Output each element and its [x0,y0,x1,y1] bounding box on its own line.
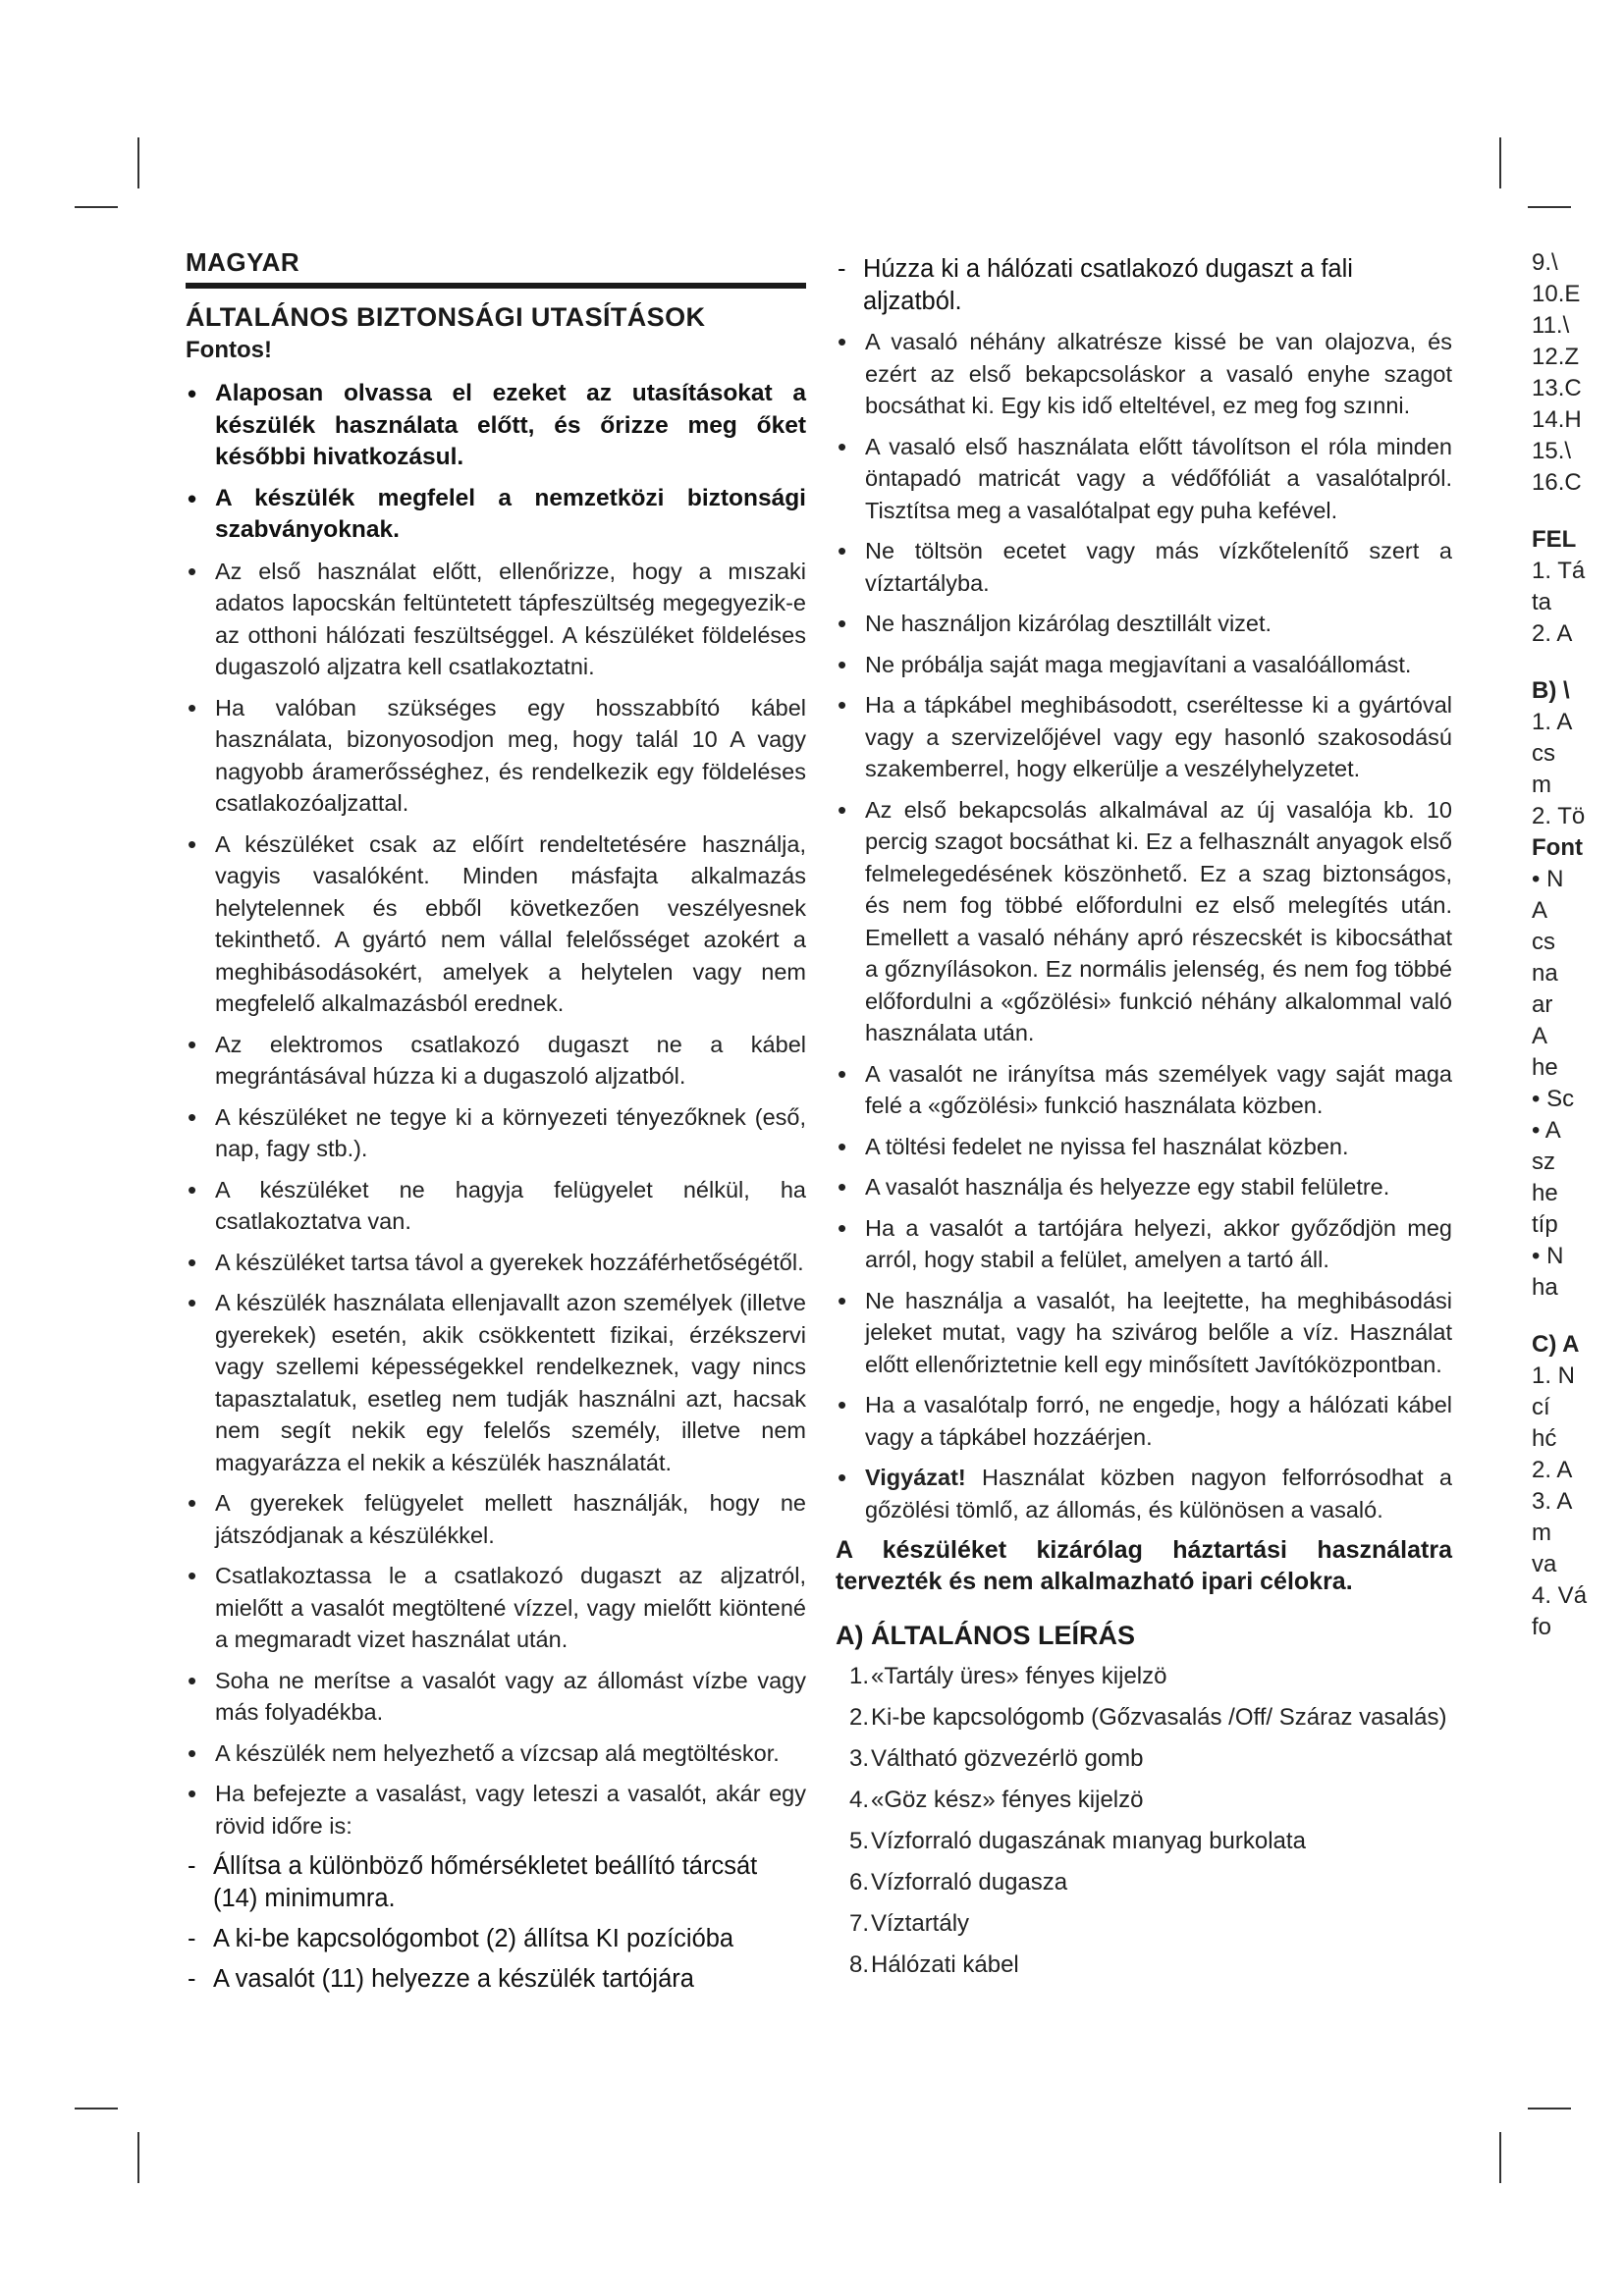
cut-off-fragment: ha [1532,1274,1558,1301]
cut-off-fragment: m [1532,1520,1551,1546]
part-item [849,1785,1452,1816]
part-item [849,1826,1452,1857]
bullet-item: • A készüléket ne hagyja felügyelet nélkül, ha csatlakoztatva van. [186,1174,806,1238]
bullet-item: • A töltési fedelet ne nyissa fel használat közben. [836,1131,1452,1163]
column-cut-off [1532,247,1624,1643]
part-label: «Göz kész» fényes kijelzö [871,1787,1144,1813]
cut-off-fragment: va [1532,1551,1557,1577]
part-number: 1. [849,1663,870,1689]
part-item [849,1702,1452,1734]
bullet-item: • Az első használat előtt, ellenőrizze, hogy a mıszaki adatos lapocskán feltüntetett tápfeszültség megegyezik-e az otthoni hálózati feszültséggel. A készüléket földeléses dugaszoló aljzatra kell csatlakoztatni. [186,556,806,683]
cut-off-fragment: C) A [1532,1331,1580,1358]
cut-off-fragment: FEL [1532,526,1577,553]
cut-off-fragment: 10.E [1532,281,1581,307]
bullet-item: • Az első bekapcsolás alkalmával az új vasalója kb. 10 percig szagot bocsáthat ki. Ez a felhasznált anyagok első felmelegedésének köszönhető. Ez a szag biztonságos, és nem fog többé előfordulni ez első melegítés után. Emellett a vasaló néhány apró részecskét is kibocsáthat a gőznyílásokon. Ez normális jelenség, és nem fog többé előfordulni a «gőzölési» funkció néhány alkalommal való használata után. [836,794,1452,1049]
cut-off-fragment: 13.C [1532,375,1582,401]
important-subheading: Fontos! [186,337,272,363]
cut-off-fragment: 16.C [1532,469,1582,496]
cut-off-fragment: 11.\ [1532,312,1570,339]
part-number: 6. [849,1869,870,1896]
dash-item: - A vasalót (11) helyezze a készülék tartójára [186,1963,806,1996]
bullet-item: • Ne használja a vasalót, ha leejtette, ha meghibásodási jeleket mutat, vagy ha szivárog belőle a víz. Használat előtt ellenőriztetnie kell egy minősített Javítóközpontban. [836,1285,1452,1381]
cut-off-fragment: 1. Tá [1532,558,1586,584]
cut-off-fragment: 12.Z [1532,344,1580,370]
part-number: 2. [849,1704,870,1731]
cut-off-fragment: 15.\ [1532,438,1572,464]
language-heading: MAGYAR [186,247,806,289]
part-item [849,1949,1452,1981]
bullet-item: • Ne töltsön ecetet vagy más vízkőtelenítő szert a víztartályba. [836,535,1452,599]
bullet-item: • A készülék megfelel a nemzetközi biztonsági szabványoknak. [186,483,806,547]
cut-off-fragment: • A [1532,1117,1561,1144]
bullet-item: • Ha a tápkábel meghibásodott, cseréltesse ki a gyártóval vagy a szervizelőjével vagy egy hasonló szakosodású szakemberrel, hogy elkerülje a veszélyhelyzetet. [836,689,1452,785]
cut-off-fragment: Font [1532,834,1583,861]
part-label: Hálózati kábel [871,1951,1019,1978]
cut-off-fragment: ar [1532,991,1553,1018]
cut-off-fragment: fo [1532,1614,1552,1640]
bullet-item: • A vasalót ne irányítsa más személyek vagy saját maga felé a «gőzölési» funkció használata közben. [836,1058,1452,1122]
steps-dash-list-continued [836,253,1452,318]
bullet-item: • Az elektromos csatlakozó dugaszt ne a kábel megrántásával húzza ki a dugaszoló aljzatból. [186,1029,806,1093]
part-number: 4. [849,1787,870,1813]
cut-off-fragment: A [1532,897,1548,924]
warning-item [836,1462,1452,1525]
cut-off-fragment: cs [1532,740,1555,767]
section-a-title: A) ÁLTALÁNOS LEÍRÁS [836,1621,1135,1650]
safety-heading: ÁLTALÁNOS BIZTONSÁGI UTASÍTÁSOK [186,302,706,332]
warning-label: Vigyázat! [865,1465,966,1490]
bullet-item: • Ha befejezte a vasalást, vagy leteszi a vasalót, akár egy rövid időre is: [186,1778,806,1842]
cut-off-fragment: 14.H [1532,406,1582,433]
steps-dash-list [186,1850,806,1996]
bullet-item: • Ne próbálja saját maga megjavítani a vasalóállomást. [836,649,1452,681]
cut-off-fragment: m [1532,772,1551,798]
bullet-item: • A készülék használata ellenjavallt azon személyek (illetve gyerekek) esetén, akik csökkentett fizikai, érzékszervi vagy szellemi képességekkel rendelkeznek, vagy nincs tapasztalatuk, esetleg nem tudják használni azt, hacsak nem segít nekik egy felelős személy, illetve nem magyarázza el nekik a készülék használatát. [186,1287,806,1478]
part-number: 3. [849,1745,870,1772]
part-item [849,1867,1452,1898]
cut-off-fragment: 2. A [1532,620,1573,647]
cut-off-fragment: cs [1532,929,1555,955]
cut-off-fragment: ta [1532,589,1552,615]
cut-off-fragment: B) \ [1532,677,1570,704]
bullet-item: • A készülék nem helyezhető a vízcsap alá megtöltéskor. [186,1737,806,1770]
bullet-item: • A vasalót használja és helyezze egy stabil felületre. [836,1171,1452,1203]
cut-off-fragment: cí [1532,1394,1550,1420]
part-number: 5. [849,1828,870,1854]
dash-item: - Húzza ki a hálózati csatlakozó dugaszt a fali aljzatból. [836,253,1452,318]
cut-off-fragment: hć [1532,1425,1557,1452]
cut-off-fragment: he [1532,1180,1558,1206]
part-number: 8. [849,1951,870,1978]
crop-mark [137,137,139,188]
part-number: 7. [849,1910,870,1937]
crop-mark [1528,2108,1571,2109]
part-label: Vízforraló dugaszának mıanyag burkolata [871,1828,1306,1854]
part-item [849,1743,1452,1775]
crop-mark [1528,206,1571,208]
dash-item: - Állítsa a különböző hőmérsékletet beállító tárcsát (14) minimumra. [186,1850,806,1915]
part-label: Vízforraló dugasza [871,1869,1068,1896]
cut-off-fragment: 3. A [1532,1488,1573,1515]
bullet-item: • A készüléket tartsa távol a gyerekek hozzáférhetőségétől. [186,1247,806,1279]
cut-off-fragment: • Sc [1532,1086,1575,1112]
cut-off-fragment: 1. A [1532,709,1573,735]
bullet-item: • Alaposan olvassa el ezeket az utasításokat a készülék használata előtt, és őrizze meg őket későbbi hivatkozásul. [186,378,806,474]
warning-text: Használat közben nagyon felforrósodhat a gőzölési tömlő, az állomás, és különösen a vasaló. [865,1465,1453,1522]
bullet-item: • Ne használjon kizárólag desztillált vizet. [836,608,1452,640]
part-item [849,1661,1452,1692]
bullet-item: • A vasaló néhány alkatrésze kissé be van olajozva, és ezért az első bekapcsoláskor a vasaló enyhe szagot bocsáthat ki. Egy kis idő elteltével, ez meg fog szınni. [836,326,1452,422]
cut-off-fragment: • N [1532,1243,1564,1269]
bullet-item: • A készüléket ne tegye ki a környezeti tényezőknek (eső, nap, fagy stb.). [186,1101,806,1165]
cut-off-fragment: 4. Vá [1532,1582,1588,1609]
bullet-item: • Ha a vasalótalp forró, ne engedje, hogy a hálózati kábel vagy a tápkábel hozzáérjen. [836,1389,1452,1453]
part-label: «Tartály üres» fényes kijelzö [871,1663,1167,1689]
column-left [186,247,806,2003]
cut-off-fragment: A [1532,1023,1548,1049]
cut-off-fragment: • N [1532,866,1564,892]
cut-off-fragment: he [1532,1054,1558,1081]
crop-mark [75,2108,118,2109]
bullet-item: • Soha ne merítse a vasalót vagy az állomást vízbe vagy más folyadékba. [186,1665,806,1729]
column-right [836,253,1452,1991]
crop-mark [1499,137,1501,188]
warning-list [836,1462,1452,1525]
bullet-item: • Csatlakoztassa le a csatlakozó dugaszt az aljzatról, mielőtt a vasalót megtöltené vízzel, vagy mielőtt kiöntené a megmaradt vizet használat után. [186,1560,806,1656]
household-use-note: A készüléket kizárólag háztartási használatra tervezték és nem alkalmazható ipari célokra. [836,1536,1452,1595]
bullet-item: • Ha valóban szükséges egy hosszabbító kábel használata, bizonyosodjon meg, hogy talál 10 A vagy nagyobb áramerősséghez, és rendelkezik egy földeléses csatlakozóaljzattal. [186,692,806,820]
bullet-item: • A gyerekek felügyelet mellett használják, hogy ne játszódjanak a készülékkel. [186,1487,806,1551]
cut-off-fragment: 2. Tö [1532,803,1586,829]
part-label: Ki-be kapcsológomb (Gőzvasalás /Off/ Száraz vasalás) [871,1704,1447,1731]
cut-off-fragment: 1. N [1532,1362,1576,1389]
cut-off-fragment: sz [1532,1148,1555,1175]
cut-off-fragment: típ [1532,1211,1558,1238]
bullet-item: • A készüléket csak az előírt rendeltetésére használja, vagyis vasalóként. Minden másfajta alkalmazás helytelennek és ebből következően veszélyesnek tekinthető. A gyártó nem vállal felelősséget azokért a meghibásodásokért, amelyek a helytelen vagy nem megfelelő alkalmazásból erednek. [186,828,806,1020]
part-item [849,1908,1452,1940]
cut-off-fragment: na [1532,960,1558,987]
parts-list [836,1661,1452,1981]
cut-off-fragment: 9.\ [1532,249,1558,276]
part-label: Váltható gözvezérlö gomb [871,1745,1144,1772]
part-label: Víztartály [871,1910,970,1937]
crop-mark [1499,2132,1501,2183]
safety-bullet-list [186,378,806,1842]
dash-item: - A ki-be kapcsológombot (2) állítsa KI pozícióba [186,1923,806,1955]
bullet-item: • A vasaló első használata előtt távolítson el róla minden öntapadó matricát vagy a védőfóliát a vasalótalpról. Tisztítsa meg a vasalótalpat egy puha kefével. [836,431,1452,527]
bullet-item: • Ha a vasalót a tartójára helyezi, akkor győződjön meg arról, hogy stabil a felület, amelyen a tartó áll. [836,1212,1452,1276]
crop-mark [137,2132,139,2183]
safety-bullet-list-continued [836,326,1452,1453]
cut-off-fragment: 2. A [1532,1457,1573,1483]
crop-mark [75,206,118,208]
